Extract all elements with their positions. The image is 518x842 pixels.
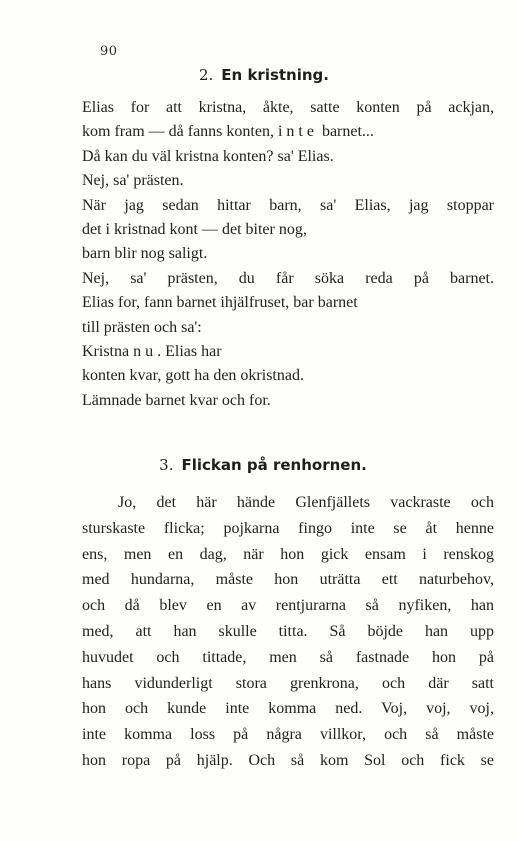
text-segment: . Elias har	[157, 342, 222, 360]
text-line: hon och kunde inte komma ned. Voj, voj, voj,	[82, 700, 494, 718]
text-line	[82, 120, 494, 144]
text-line	[82, 340, 494, 364]
text-line: barn blir nog saligt.	[82, 245, 208, 263]
text-line: med, att han skulle titta. Så böjde han upp	[82, 622, 494, 640]
text-line: ens, men en dag, när hon gick ensam i renskog	[82, 545, 494, 563]
text-line: det i kristnad kont — det biter nog,	[82, 220, 307, 238]
emphasized-text: inte	[277, 123, 318, 141]
text-line: sturskaste flicka; pojkarna fingo inte se åt henne	[82, 519, 494, 537]
text-line: Jo, det här hände Glenfjällets vackraste och	[118, 494, 494, 511]
page-number: 90	[100, 44, 118, 59]
text-line: och då blev en av rentjurarna så nyfiken, han	[82, 597, 494, 615]
text-line: Lämnade barnet kvar och for.	[82, 391, 271, 409]
text-line: hon ropa på hjälp. Och så kom Sol och fick se	[82, 751, 494, 769]
emphasized-text: nu	[133, 342, 158, 360]
text-line: När jag sedan hittar barn, sa' Elias, jag stoppar	[82, 196, 494, 214]
text-line: huvudet och tittade, men så fastnade hon på	[82, 648, 494, 666]
text-segment: kom fram — då fanns konten,	[82, 123, 278, 141]
text-segment: barnet...	[317, 123, 374, 141]
text-line: med hundarna, måste hon uträtta ett naturbehov,	[82, 571, 494, 589]
section-heading	[0, 66, 518, 85]
section-title: Flickan på renhornen.	[181, 456, 367, 474]
text-line: Elias for, fann barnet ihjälfruset, bar barnet	[82, 294, 358, 312]
text-line: Då kan du väl kristna konten? sa' Elias.	[82, 147, 334, 165]
text-segment: Kristna	[82, 342, 134, 360]
text-line: till prästen och sa':	[82, 318, 202, 336]
section-number: 3.	[159, 456, 174, 474]
text-line: Elias for att kristna, åkte, satte konten på ackjan,	[82, 99, 494, 116]
text-line: inte komma loss på några villkor, och så måste	[82, 726, 494, 744]
section-body	[82, 96, 494, 413]
text-line: hans vidunderligt stora grenkrona, och där satt	[82, 674, 494, 692]
section-title: En kristning.	[221, 66, 329, 84]
section-body	[82, 490, 494, 774]
text-line: konten kvar, gott ha den okristnad.	[82, 367, 304, 385]
section-number: 2.	[198, 66, 214, 84]
text-line: Nej, sa' prästen.	[82, 172, 184, 190]
section-heading	[0, 456, 518, 475]
text-line: Nej, sa' prästen, du får söka reda på barnet.	[82, 269, 494, 287]
